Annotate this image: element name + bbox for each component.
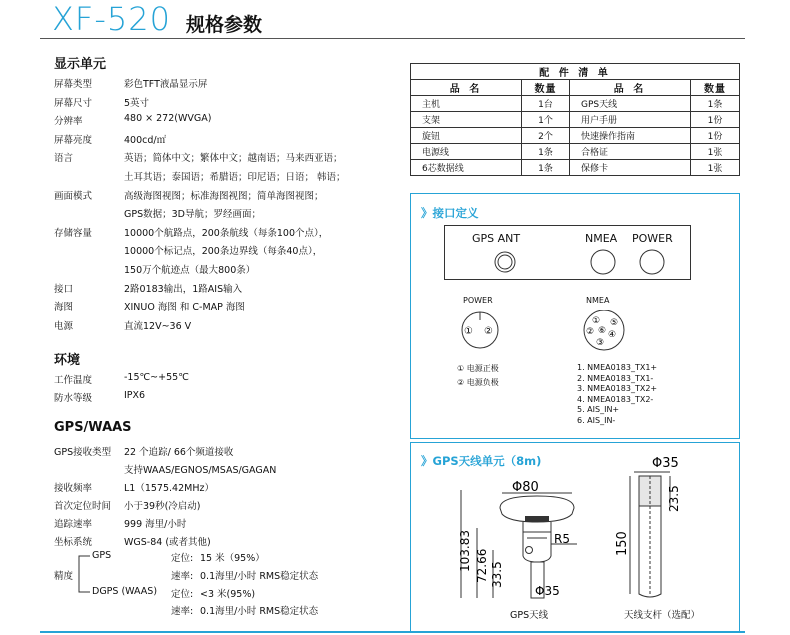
spec-value: 支持WAAS/EGNOS/MSAS/GAGAN xyxy=(124,465,277,476)
dim-72: 72.66 xyxy=(475,548,489,583)
dgps-speed-label: 速率: xyxy=(171,606,194,617)
antenna-panel-right-edge xyxy=(739,442,740,632)
table-row xyxy=(411,112,740,128)
svg-text:②: ② xyxy=(484,326,493,337)
parts-table-title: 配 件 清 单 xyxy=(411,64,740,80)
spec-value: 英语；简体中文；繁体中文；越南语；马来西亚语； xyxy=(124,153,343,165)
dgps-speed-value: 0.1海里/小时 RMS稳定状态 xyxy=(200,606,319,617)
gps-pos-value: 15 米（95%） xyxy=(200,553,265,564)
spec-label: 追踪速率 xyxy=(54,519,93,530)
nmea-pin-item: 6. AIS_IN- xyxy=(577,415,616,425)
power-pin-1: ① 电源正极 xyxy=(457,364,499,373)
table-row xyxy=(411,96,740,112)
parts-col-qty-2: 数量 xyxy=(691,80,740,96)
model-name: XF-520 xyxy=(52,0,171,38)
part-qty-cell: 1份 xyxy=(691,128,740,144)
dim-d35-top: Φ35 xyxy=(652,456,679,471)
svg-text:①: ① xyxy=(464,326,473,337)
accuracy-label: 精度 xyxy=(54,571,74,582)
gps-speed-value: 0.1海里/小时 RMS稳定状态 xyxy=(200,571,319,582)
table-row xyxy=(411,144,740,160)
parts-col-name: 品 名 xyxy=(411,80,522,96)
spec-label: 画面模式 xyxy=(54,190,93,202)
gps-ant-label: GPS ANT xyxy=(472,232,521,245)
antenna-title: 》GPS天线单元（8m) xyxy=(421,454,542,468)
antenna-pole-drawing xyxy=(612,454,704,604)
part-name-cell: 6芯数据线 xyxy=(411,160,522,176)
spec-value: 150万个航迹点（最大800条） xyxy=(124,265,256,276)
part-name-cell: 保修卡 xyxy=(570,160,691,176)
part-qty-cell: 1条 xyxy=(522,144,570,160)
spec-value: 480 × 272(WVGA) xyxy=(124,113,212,125)
gps-speed-label: 速率: xyxy=(171,571,194,582)
table-row xyxy=(411,160,740,176)
svg-text:②: ② xyxy=(586,327,595,337)
section-display-heading: 显示单元 xyxy=(54,57,107,72)
part-qty-cell: 1台 xyxy=(522,96,570,112)
power-connector-icon xyxy=(640,250,664,274)
footer-rule xyxy=(40,631,745,633)
part-qty-cell: 2个 xyxy=(522,128,570,144)
part-name-cell: 用户手册 xyxy=(570,112,691,128)
part-name-cell: 支架 xyxy=(411,112,522,128)
nmea-pin-item: 1. NMEA0183_TX1+ xyxy=(577,363,658,372)
power-pin-2: ② 电源负极 xyxy=(457,378,499,387)
dim-23: 23.5 xyxy=(667,485,681,512)
part-qty-cell: 1条 xyxy=(691,96,740,112)
nmea-pin-item: 4. NMEA0183_TX2- xyxy=(577,394,654,404)
part-name-cell: 合格证 xyxy=(570,144,691,160)
section-gps-heading: GPS/WAAS xyxy=(54,420,132,435)
dim-d35-bottom: Φ35 xyxy=(535,584,560,598)
dgps-pos-label: 定位: xyxy=(171,589,194,600)
part-qty-cell: 1张 xyxy=(691,160,740,176)
spec-value: L1（1575.42MHz） xyxy=(124,483,214,494)
parts-col-name-2: 品 名 xyxy=(570,80,691,96)
pin-diagrams xyxy=(455,310,635,356)
parts-table xyxy=(410,63,740,176)
page-title: 规格参数 xyxy=(186,14,263,36)
nmea-pin-item: 2. NMEA0183_TX1- xyxy=(577,373,654,383)
svg-text:⑤: ⑤ xyxy=(610,318,619,328)
spec-label: 坐标系统 xyxy=(54,537,93,548)
spec-value: WGS-84 (或者其他) xyxy=(124,537,211,548)
spec-value: 2路0183输出，1路AIS输入 xyxy=(124,283,243,295)
spec-value: 直流12V~36 V xyxy=(124,320,192,332)
dim-d80: Φ80 xyxy=(512,480,539,495)
spec-label: 接口 xyxy=(54,283,74,295)
antenna-panel-left-edge xyxy=(410,442,411,632)
spec-value: 22 个追踪/ 66个频道接收 xyxy=(124,447,234,458)
spec-value: -15℃~+55℃ xyxy=(124,372,189,383)
interface-panel-right-edge xyxy=(739,193,740,438)
power-pin-title: POWER xyxy=(463,296,493,305)
spec-value: 高级海图视图；标准海图视图；简单海图视图； xyxy=(124,190,324,202)
nmea-connector-icon xyxy=(591,250,615,274)
spec-label: 分辨率 xyxy=(54,116,83,128)
dim-103: 103.83 xyxy=(458,530,472,572)
part-name-cell: 旋钮 xyxy=(411,128,522,144)
gps-antenna-caption: GPS天线 xyxy=(510,610,549,621)
parts-col-qty: 数量 xyxy=(522,80,570,96)
spec-label: 屏幕类型 xyxy=(54,79,93,90)
power-label: POWER xyxy=(632,232,673,245)
svg-text:⑥: ⑥ xyxy=(598,326,607,336)
svg-text:③: ③ xyxy=(596,338,605,348)
header-rule xyxy=(40,38,745,39)
gps-antenna-drawing xyxy=(455,478,600,603)
nmea-pin-item: 5. AIS_IN+ xyxy=(577,405,620,414)
spec-label: 电源 xyxy=(54,320,74,332)
spec-value: 小于39秒(冷启动) xyxy=(124,501,201,512)
spec-label: GPS接收类型 xyxy=(54,447,112,458)
part-qty-cell: 1份 xyxy=(691,112,740,128)
spec-label: 接收频率 xyxy=(54,483,93,494)
part-qty-cell: 1个 xyxy=(522,112,570,128)
table-row xyxy=(411,128,740,144)
accuracy-dgps-label: DGPS (WAAS) xyxy=(92,586,158,597)
part-qty-cell: 1条 xyxy=(522,160,570,176)
spec-value: XINUO 海图 和 C-MAP 海图 xyxy=(124,302,245,314)
part-qty-cell: 1张 xyxy=(691,144,740,160)
spec-value: 999 海里/小时 xyxy=(124,519,187,530)
spec-label: 语言 xyxy=(54,153,74,165)
spec-value: 土耳其语；泰国语；希腊语；印尼语；日语； 韩语； xyxy=(124,172,346,183)
svg-text:①: ① xyxy=(592,316,601,326)
spec-value: 400cd/㎡ xyxy=(124,134,167,146)
gps-pos-label: 定位: xyxy=(171,553,194,564)
nmea-pin-title: NMEA xyxy=(586,296,610,305)
rear-connectors xyxy=(444,225,690,279)
spec-value: 5英寸 xyxy=(124,97,150,109)
spec-value: 10000个标记点，200条边界线（每条40点）， xyxy=(124,246,323,258)
spec-label: 首次定位时间 xyxy=(54,501,112,512)
spec-value: GPS数据；3D导航；罗经画面； xyxy=(124,209,261,221)
spec-label: 存储容量 xyxy=(54,227,93,239)
spec-label: 海图 xyxy=(54,302,74,314)
spec-label: 屏幕尺寸 xyxy=(54,97,93,109)
dim-r5: R5 xyxy=(554,532,570,546)
nmea-pin-item: 3. NMEA0183_TX2+ xyxy=(577,384,658,393)
nmea-label: NMEA xyxy=(585,232,618,245)
part-name-cell: 电源线 xyxy=(411,144,522,160)
part-name-cell: 主机 xyxy=(411,96,522,112)
spec-value: 10000个航路点，200条航线（每条100个点）， xyxy=(124,227,329,239)
interface-title: 》接口定义 xyxy=(421,206,479,220)
accuracy-bracket xyxy=(74,555,94,595)
section-env-heading: 环境 xyxy=(54,353,81,368)
dgps-pos-value: <3 米(95%) xyxy=(200,589,256,600)
spec-label: 防水等级 xyxy=(54,393,93,404)
part-name-cell: GPS天线 xyxy=(570,96,691,112)
svg-text:④: ④ xyxy=(608,330,617,340)
dim-33: 33.5 xyxy=(490,561,504,588)
spec-label: 工作温度 xyxy=(54,375,93,386)
pole-caption: 天线支杆（选配） xyxy=(624,610,701,621)
part-name-cell: 快速操作指南 xyxy=(570,128,691,144)
spec-value: IPX6 xyxy=(124,390,146,401)
interface-panel-left-edge xyxy=(410,193,411,438)
spec-label: 屏幕亮度 xyxy=(54,134,93,146)
accuracy-gps-label: GPS xyxy=(92,550,112,561)
spec-value: 彩色TFT液晶显示屏 xyxy=(124,79,208,90)
dim-150: 150 xyxy=(615,531,630,556)
